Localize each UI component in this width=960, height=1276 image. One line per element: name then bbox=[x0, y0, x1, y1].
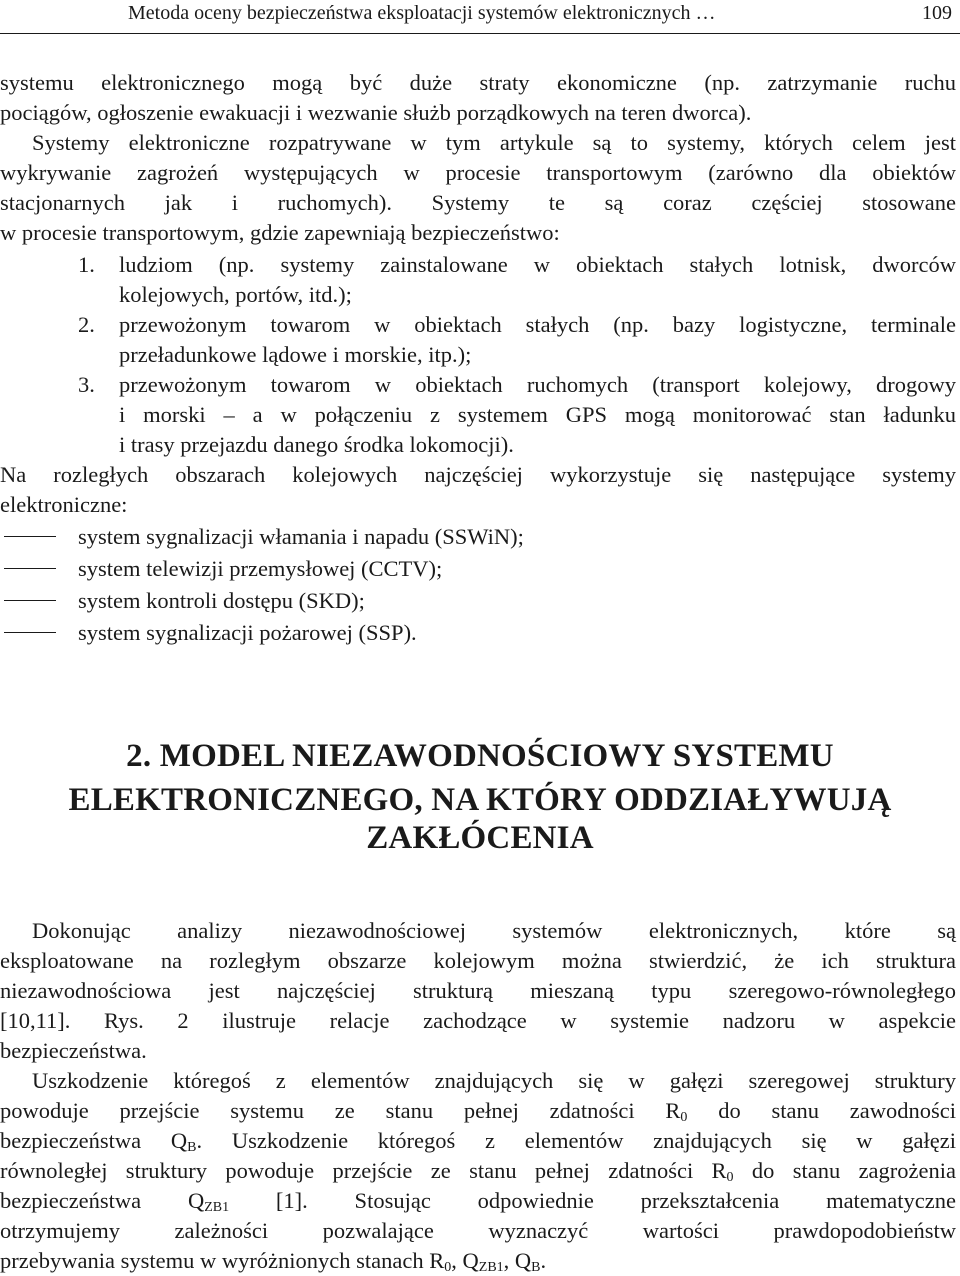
heading-line: ZAKŁÓCENIA bbox=[366, 820, 594, 856]
text-line: system kontroli dostępu (SKD); bbox=[78, 588, 365, 613]
text-line bbox=[0, 1156, 956, 1186]
header-title: Metoda oceny bezpieczeństwa eksploatacji systemów elektronicznych … bbox=[128, 2, 716, 24]
text-line: niezawodnościowa jest najczęściej strukturą mieszaną typu szeregowo-równoległego bbox=[0, 978, 956, 1003]
text-run: . bbox=[540, 1248, 547, 1273]
subscript: 0 bbox=[444, 1260, 452, 1275]
list-number: 3. bbox=[78, 372, 95, 397]
dash-bullet bbox=[4, 536, 56, 537]
text-run: do stanu zawodności bbox=[687, 1098, 956, 1123]
dash-bullet bbox=[4, 568, 56, 569]
heading-line: 2. MODEL NIEZAWODNOŚCIOWY SYSTEMU bbox=[126, 738, 834, 774]
text-line bbox=[0, 1186, 956, 1216]
text-run: [1]. Stosując odpowiednie przekształcenia matematyczne bbox=[229, 1188, 956, 1213]
text-line: system sygnalizacji pożarowej (SSP). bbox=[78, 620, 417, 645]
text-line: Na rozległych obszarach kolejowych najczęściej wykorzystuje się następujące systemy bbox=[0, 462, 956, 487]
text-line: w procesie transportowym, gdzie zapewniają bezpieczeństwo: bbox=[0, 220, 560, 245]
dash-bullet bbox=[4, 600, 56, 601]
text-line: ludziom (np. systemy zainstalowane w obiektach stałych lotnisk, dworców bbox=[119, 252, 956, 277]
text-line: kolejowych, portów, itd.); bbox=[119, 282, 352, 307]
text-run: . Uszkodzenie któregoś z elementów znajdujących się w gałęzi bbox=[196, 1128, 957, 1153]
text-run: równoległej struktury powoduje przejście ze stanu pełnej zdatności R bbox=[0, 1158, 727, 1183]
text-line: wykrywanie zagrożeń występujących w procesie transportowym (zarówno dla obiektów bbox=[0, 160, 956, 185]
text-line: [10,11]. Rys. 2 ilustruje relacje zachodzące w systemie nadzoru w aspekcie bbox=[0, 1008, 956, 1033]
text-line: Systemy elektroniczne rozpatrywane w tym artykule są to systemy, których celem jest bbox=[32, 130, 956, 155]
text-line: i trasy przejazdu danego środka lokomocji). bbox=[119, 432, 514, 457]
text-run: , Q bbox=[451, 1248, 479, 1273]
text-run: , Q bbox=[503, 1248, 532, 1273]
text-line bbox=[0, 1096, 956, 1126]
subscript: ZB1 bbox=[204, 1200, 230, 1215]
text-line: otrzymujemy zależności pozwalające wyznaczyć wartości prawdopodobieństw bbox=[0, 1218, 956, 1243]
text-run: powoduje przejście systemu ze stanu pełnej zdatności R bbox=[0, 1098, 681, 1123]
text-line: Dokonując analizy niezawodnościowej systemów elektronicznych, które są bbox=[32, 918, 956, 943]
subscript: B bbox=[187, 1140, 197, 1155]
subscript: B bbox=[531, 1260, 541, 1275]
text-line: pociągów, ogłoszenie ewakuacji i wezwanie służb porządkowych na teren dworca). bbox=[0, 100, 752, 125]
text-line: Uszkodzenie któregoś z elementów znajdujących się w gałęzi szeregowej struktury bbox=[32, 1068, 956, 1093]
text-line: system telewizji przemysłowej (CCTV); bbox=[78, 556, 443, 581]
list-number: 1. bbox=[78, 252, 95, 277]
dash-bullet bbox=[4, 632, 56, 633]
page-number: 109 bbox=[922, 2, 952, 24]
text-line: systemu elektronicznego mogą być duże straty ekonomiczne (np. zatrzymanie ruchu bbox=[0, 70, 956, 95]
subscript: 0 bbox=[680, 1110, 688, 1125]
list-number: 2. bbox=[78, 312, 95, 337]
text-run: bezpieczeństwa Q bbox=[0, 1188, 205, 1213]
text-line: i morski – a w połączeniu z systemem GPS mogą monitorować stan ładunku bbox=[119, 402, 956, 427]
text-line bbox=[0, 1126, 956, 1156]
text-line: bezpieczeństwa. bbox=[0, 1038, 147, 1063]
heading-line: ELEKTRONICZNEGO, NA KTÓRY ODDZIAŁYWUJĄ bbox=[68, 782, 892, 818]
text-run: bezpieczeństwa Q bbox=[0, 1128, 188, 1153]
text-run: do stanu zagrożenia bbox=[733, 1158, 956, 1183]
text-line: przewożonym towarom w obiektach stałych (np. bazy logistyczne, terminale bbox=[119, 312, 956, 337]
text-line bbox=[0, 1246, 956, 1276]
subscript: ZB1 bbox=[478, 1260, 504, 1275]
header-rule bbox=[0, 33, 960, 34]
text-line: przeładunkowe lądowe i morskie, itp.); bbox=[119, 342, 472, 367]
subscript: 0 bbox=[726, 1170, 734, 1185]
text-line: stacjonarnych jak i ruchomych). Systemy te są coraz częściej stosowane bbox=[0, 190, 956, 215]
text-line: system sygnalizacji włamania i napadu (SSWiN); bbox=[78, 524, 524, 549]
text-line: elektroniczne: bbox=[0, 492, 128, 517]
text-line: eksploatowane na rozległym obszarze kolejowym można stwierdzić, że ich struktura bbox=[0, 948, 956, 973]
text-line: przewożonym towarom w obiektach ruchomych (transport kolejowy, drogowy bbox=[119, 372, 956, 397]
text-run: przebywania systemu w wyróżnionych stanach R bbox=[0, 1248, 445, 1273]
running-header bbox=[0, 0, 960, 36]
